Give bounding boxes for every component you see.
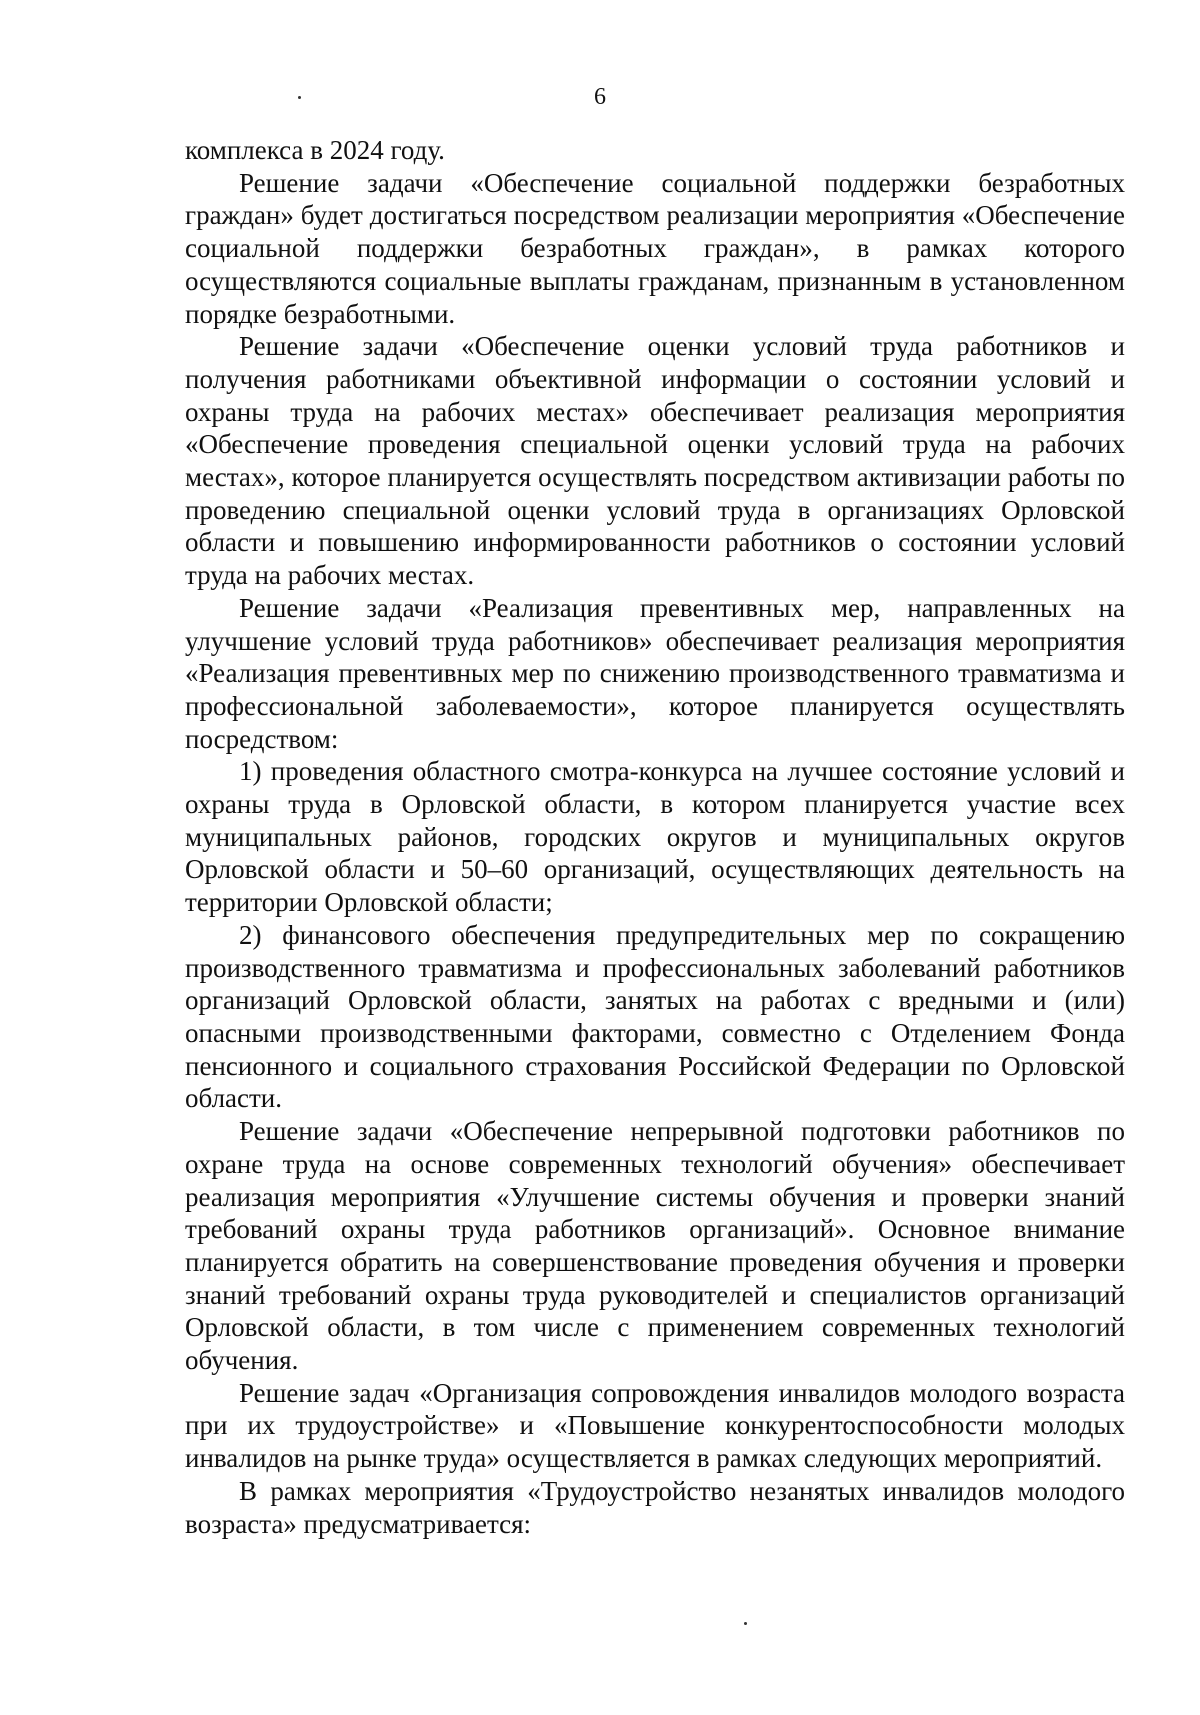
document-body bbox=[185, 134, 1125, 1540]
paragraph: В рамках мероприятия «Трудоустройство незанятых инвалидов молодого возраста» предусматривается: bbox=[185, 1475, 1125, 1539]
paragraph: Решение задачи «Обеспечение социальной поддержки безработных граждан» будет достигаться посредством реализации мероприятия «Обеспечение социальной поддержки безработных граждан», в рамках которого осуществляются социальные выплаты гражданам, признанным в установленном порядке безработными. bbox=[185, 167, 1125, 329]
list-item: 2) финансового обеспечения предупредительных мер по сокращению производственного травматизма и профессиональных заболеваний работников организаций Орловской области, занятых на работах с вредными и (или) опасными производственными факторами, совместно с Отделением Фонда пенсионного и социального страхования Российской Федерации по Орловской области. bbox=[185, 919, 1125, 1114]
list-item: 1) проведения областного смотра-конкурса на лучшее состояние условий и охраны труда в Орловской области, в котором планируется участие всех муниципальных районов, городских округов и муниципальных округов Орловской области и 50–60 организаций, осуществляющих деятельность на территории Орловской области; bbox=[185, 756, 1125, 918]
paragraph: Решение задачи «Обеспечение оценки условий труда работников и получения работниками объективной информации о состоянии условий и охраны труда на рабочих местах» обеспечивает реализация мероприятия «Обеспечение проведения специальной оценки условий труда на рабочих местах», которое планируется осуществлять посредством активизации работы по проведению специальной оценки условий труда в организациях Орловской области и повышению информированности работников о состоянии условий труда на рабочих местах. bbox=[185, 331, 1125, 591]
paragraph: Решение задач «Организация сопровождения инвалидов молодого возраста при их трудоустройстве» и «Повышение конкурентоспособности молодых инвалидов на рынке труда» осуществляется в рамках следующих мероприятий. bbox=[185, 1377, 1125, 1474]
paragraph: Решение задачи «Реализация превентивных мер, направленных на улучшение условий труда работников» обеспечивает реализация мероприятия «Реализация превентивных мер по снижению производственного травматизма и профессиональной заболеваемости», которое планируется осуществлять посредством: bbox=[185, 592, 1125, 754]
scan-speck bbox=[744, 1622, 747, 1625]
page-number: 6 bbox=[594, 84, 606, 110]
paragraph: Решение задачи «Обеспечение непрерывной подготовки работников по охране труда на основе современных технологий обучения» обеспечивает реализация мероприятия «Улучшение системы обучения и проверки знаний требований охраны труда работников организаций». Основное внимание планируется обратить на совершенствование проведения обучения и проверки знаний требований охраны труда руководителей и специалистов организаций Орловской области, в том числе с применением современных технологий обучения. bbox=[185, 1116, 1125, 1376]
paragraph: комплекса в 2024 году. bbox=[185, 135, 445, 165]
